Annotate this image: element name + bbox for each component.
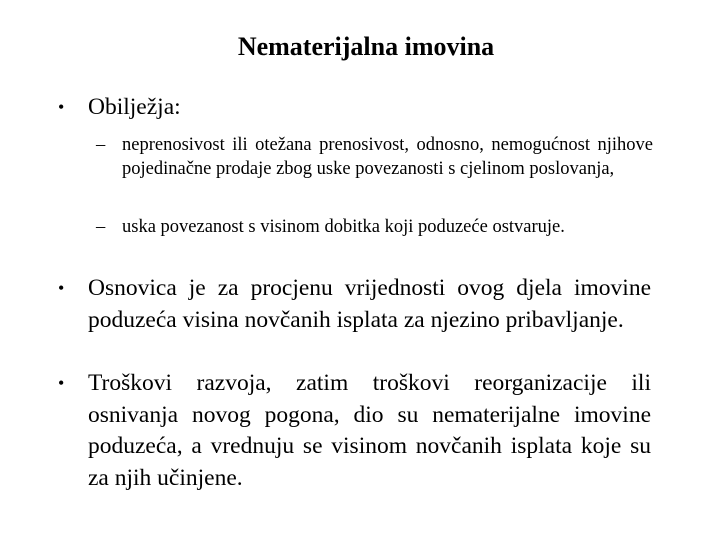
bullet-marker: • (58, 97, 65, 117)
sub-item-text: uska povezanost s visinom dobitka koji poduzeće ostvaruje. (122, 217, 565, 237)
bullet-marker: • (58, 373, 65, 393)
slide-title: Nematerijalna imovina (237, 32, 495, 61)
bullet-text: Troškovi razvoja, zatim troškovi reorganizacije ili osnivanja novog pogona, dio su nematerijalne imovine poduzeća, a vrednuju se visinom novčanih isplata koje su za njih učinjene. (88, 370, 651, 491)
sub-item-text: neprenosivost ili otežana prenosivost, odnosno, nemogućnost njihove pojedinačne prodaje zbog uske povezanosti s cjelinom poslovanja, (122, 135, 653, 179)
bullet-text: Obilježja: (88, 94, 181, 120)
sub-item-non-transferability (96, 133, 653, 181)
bullet-text: Osnovica je za procjenu vrijednosti ovog djela imovine poduzeća visina novčanih isplata za njezino pribavljanje. (88, 275, 651, 333)
bullet-item-features (58, 92, 651, 124)
bullet-item-development-costs (58, 368, 651, 494)
dash-marker: – (96, 217, 106, 237)
sub-item-profit-link (96, 215, 653, 239)
dash-marker: – (96, 135, 106, 155)
bullet-item-valuation-basis (58, 273, 651, 336)
bullet-marker: • (58, 278, 65, 298)
